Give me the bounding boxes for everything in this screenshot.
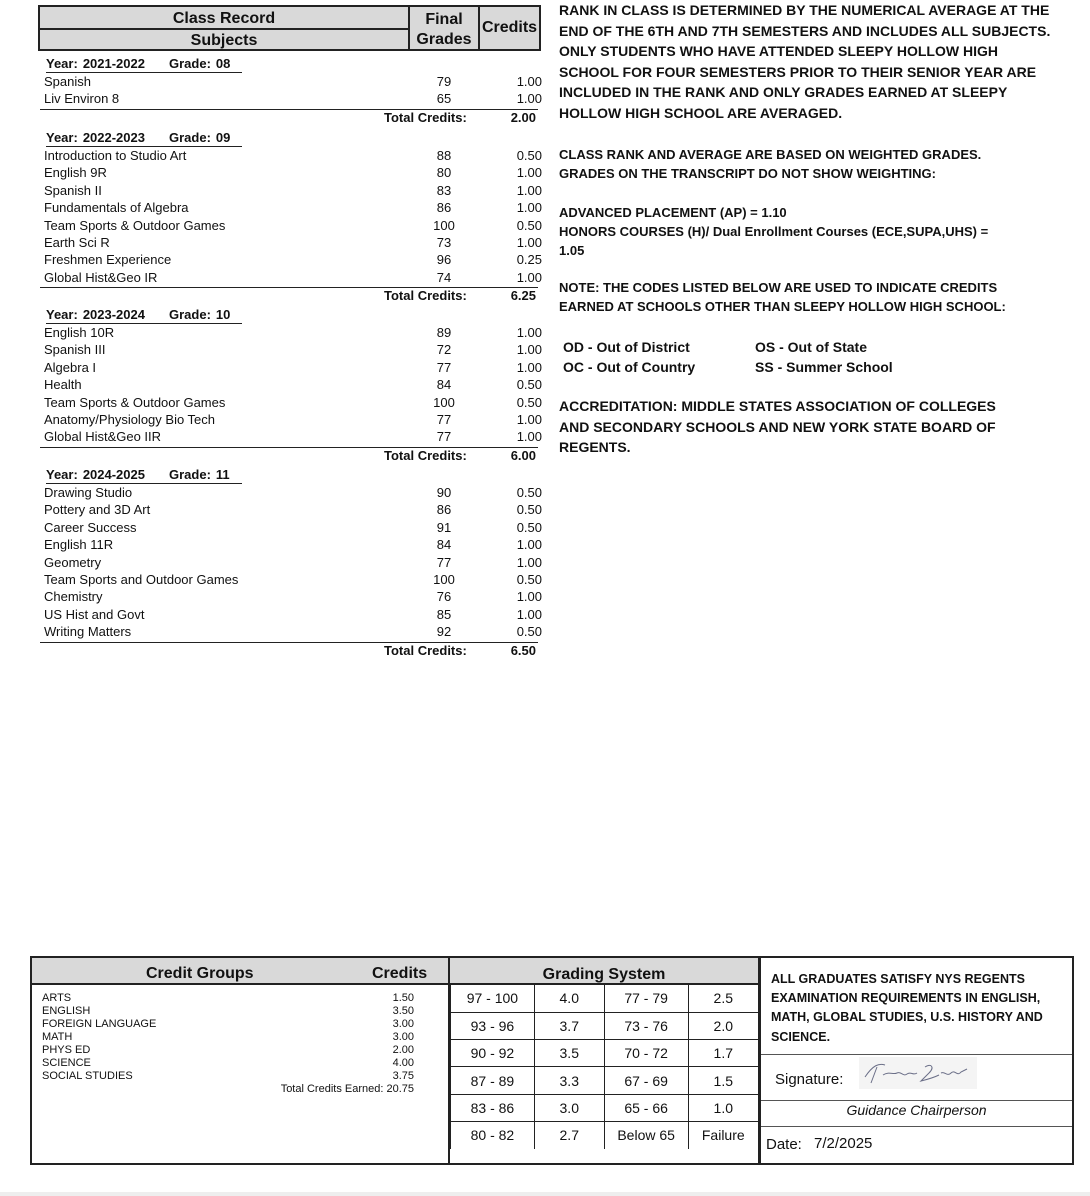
grade-point-cell: 3.7 [534,1012,604,1039]
total-credits-earned [268,1083,414,1095]
grade-point-cell: 3.3 [534,1067,604,1094]
grade-point-cell: 2.5 [688,985,758,1012]
course-credits: 1.00 [516,74,542,89]
course-grade: 76 [436,589,452,605]
credit-groups-header [32,958,448,985]
course-grade: 72 [436,342,452,358]
final-grades-header-text: Final Grades [416,11,472,48]
credit-group-row [42,992,414,1005]
grade-level [169,467,230,482]
grading-system-table [450,985,758,1149]
grade-point-cell: 3.0 [534,1094,604,1121]
signature-label: Signature: [775,1071,844,1088]
subjects-header: Subjects [190,32,258,49]
regents-note: ALL GRADUATES SATISFY NYS REGENTS EXAMINATION REQUIREMENTS IN ENGLISH, MATH, GLOBAL STUDIES, U.S. HISTORY AND SCIENCE. [771,972,1043,1044]
course-row [44,589,542,606]
course-subject: Spanish II [44,182,102,198]
score-range-cell: 80 - 82 [451,1121,535,1148]
grade-level [169,130,230,145]
course-row [44,572,542,589]
grade-point-cell: Failure [688,1121,758,1148]
grading-row [451,1121,759,1148]
course-credits: 1.00 [516,554,542,570]
course-row [44,485,542,502]
credit-groups-credits-header: Credits [372,965,428,982]
year-label: Year: [46,56,78,71]
year-value: 2023-2024 [82,307,145,322]
course-subject: Global Hist&Geo IR [44,269,158,285]
course-credits: 0.50 [516,148,542,163]
course-grade: 86 [436,200,452,216]
course-grade: 90 [436,485,452,500]
course-credits: 1.00 [516,200,542,216]
grade-label: Grade: [169,467,211,482]
grading-system-panel [450,956,760,1165]
year-header [46,467,242,484]
total-credits-label: Total Credits: [384,288,467,304]
course-row [44,554,542,572]
year-label: Year: [46,130,78,145]
course-row [44,325,542,342]
course-row [44,537,542,554]
grade-point-cell: 2.0 [688,1012,758,1039]
code-ss: SS - Summer School [755,359,893,375]
course-subject: Global Hist&Geo IIR [44,429,162,445]
credits-header: Credits [481,19,538,36]
course-credits: 1.00 [516,165,542,181]
total-credits-earned-value: 20.75 [386,1083,414,1095]
class-record-header-row [38,5,541,51]
course-row [44,412,542,429]
course-subject: Career Success [44,519,137,535]
course-credits: 1.00 [516,359,542,375]
course-subject: Geometry [44,554,102,570]
total-credits-label: Total Credits: [384,109,467,125]
total-credits-row [38,288,538,305]
course-row [44,624,542,641]
codes-intro-note: NOTE: THE CODES LISTED BELOW ARE USED TO INDICATE CREDITS EARNED AT SCHOOLS OTHER THAN SLEEPY HOLLOW HIGH SCHOOL: [559,280,1006,314]
course-grade: 65 [436,91,452,107]
course-credits: 1.00 [516,269,542,285]
course-subject: Spanish [44,74,91,89]
course-grade: 77 [436,412,452,427]
course-subject: Chemistry [44,589,103,605]
course-subject: Pottery and 3D Art [44,502,151,518]
course-subject: Algebra I [44,359,97,375]
score-range-cell: 87 - 89 [451,1067,535,1094]
grading-row [451,1067,759,1094]
course-subject: English 9R [44,165,107,181]
divider [761,1100,1072,1101]
credit-group-name: MATH [42,1031,73,1043]
grade-level [169,307,230,322]
credit-group-name: SOCIAL STUDIES [42,1070,133,1082]
course-credits: 1.00 [516,235,542,250]
score-range-cell: 70 - 72 [604,1040,688,1067]
code-oc: OC - Out of Country [563,359,696,375]
course-subject: English 10R [44,325,115,340]
course-credits: 1.00 [516,182,542,198]
course-grade: 77 [436,429,452,445]
total-credits-label: Total Credits: [384,642,467,658]
credit-group-credits: 3.00 [392,1031,414,1043]
course-subject: Liv Environ 8 [44,91,120,107]
course-subject: Earth Sci R [44,235,110,250]
course-grade: 84 [436,377,452,393]
course-row [44,502,542,519]
course-credits: 1.00 [516,91,542,107]
course-row [44,519,542,537]
score-range-cell: 83 - 86 [451,1094,535,1121]
header-divider [40,28,408,30]
course-grade: 80 [436,165,452,181]
course-subject: US Hist and Govt [44,606,145,622]
course-credits: 1.00 [516,342,542,358]
total-credits-value: 6.50 [510,642,536,658]
score-range-cell: 77 - 79 [604,985,688,1012]
credit-groups-title: Credit Groups [146,965,254,982]
code-os: OS - Out of State [755,339,867,355]
grading-system-title: Grading System [450,958,758,985]
course-row [44,252,542,269]
course-credits: 0.50 [516,217,542,233]
course-row [44,394,542,412]
divider [761,1054,1072,1055]
total-credits-value: 2.00 [510,109,536,125]
credit-group-credits: 4.00 [392,1057,414,1069]
course-credits: 1.00 [516,325,542,340]
total-credits-value: 6.25 [510,288,536,304]
class-record-header [38,5,541,51]
credit-group-name: SCIENCE [42,1057,91,1069]
total-credits-earned-label: Total Credits Earned: [280,1083,384,1095]
course-grade: 88 [436,148,452,163]
credit-group-credits: 3.00 [392,1018,414,1030]
year-header [46,56,242,73]
course-grade: 77 [436,359,452,375]
page-bottom-edge [0,1192,1090,1196]
year-label: Year: [46,307,78,322]
credit-group-credits: 3.75 [392,1070,414,1082]
course-subject: Fundamentals of Algebra [44,200,189,216]
total-credits-row [38,110,538,127]
course-credits: 1.00 [516,537,542,553]
course-credits: 1.00 [516,429,542,445]
score-range-cell: 73 - 76 [604,1012,688,1039]
total-credits-row [38,643,538,660]
course-credits: 1.00 [516,589,542,605]
course-row [44,377,542,394]
course-credits: 0.50 [516,394,542,410]
guidance-chairperson-label: Guidance Chairperson [846,1102,987,1118]
course-credits: 0.25 [516,252,542,268]
course-row [44,429,542,446]
course-credits: 1.00 [516,412,542,427]
course-grade: 73 [436,235,452,250]
date-value: 7/2/2025 [814,1135,873,1152]
class-record-title: Class Record [172,10,276,27]
final-grades-header [410,7,480,49]
course-grade: 100 [433,572,455,587]
course-grade: 86 [436,502,452,518]
honors-note: HONORS COURSES (H)/ Dual Enrollment Courses (ECE,SUPA,UHS) = 1.05 [559,224,989,258]
grade-label: Grade: [169,130,211,145]
year-value: 2024-2025 [82,467,145,482]
grading-row [451,1094,759,1121]
total-credits-row [38,448,538,465]
grade-point-cell: 3.5 [534,1040,604,1067]
course-row [44,235,542,252]
score-range-cell: 93 - 96 [451,1012,535,1039]
course-grade: 84 [436,537,452,553]
course-subject: English 11R [44,537,114,553]
year-header [46,307,242,324]
year-value: 2021-2022 [82,56,145,71]
credit-group-row [42,1044,414,1057]
credit-group-row [42,1057,414,1070]
weighted-note: CLASS RANK AND AVERAGE ARE BASED ON WEIGHTED GRADES. GRADES ON THE TRANSCRIPT DO NOT SHOW WEIGHTING: [559,147,982,181]
course-grade: 100 [433,394,455,410]
course-grade: 77 [436,554,452,570]
credit-group-name: ARTS [42,992,72,1004]
year-header [46,130,242,147]
course-grade: 96 [436,252,452,268]
course-credits: 0.50 [516,624,542,640]
course-row [44,359,542,377]
course-row [44,91,542,108]
credit-group-row [42,1005,414,1018]
grade-value: 11 [215,467,230,482]
course-row [44,165,542,182]
course-grade: 74 [436,269,452,285]
course-grade: 83 [436,182,452,198]
course-subject: Health [44,377,82,393]
grade-value: 09 [215,130,231,145]
divider [761,1126,1072,1127]
grade-value: 08 [215,56,231,71]
course-credits: 0.50 [516,377,542,393]
credit-group-name: ENGLISH [42,1005,91,1017]
credit-group-credits: 2.00 [392,1044,414,1056]
course-grade: 100 [433,217,455,233]
course-subject: Team Sports & Outdoor Games [44,394,226,410]
course-subject: Team Sports & Outdoor Games [44,217,226,233]
course-grade: 91 [436,519,452,535]
credit-group-row [42,1031,414,1044]
grade-point-cell: 1.0 [688,1094,758,1121]
grade-point-cell: 1.5 [688,1067,758,1094]
course-credits: 1.00 [516,606,542,622]
course-subject: Freshmen Experience [44,252,172,268]
year-value: 2022-2023 [82,130,145,145]
course-subject: Drawing Studio [44,485,133,500]
course-row [44,200,542,217]
grading-row [451,985,759,1012]
course-subject: Writing Matters [44,624,132,640]
score-range-cell: 65 - 66 [604,1094,688,1121]
course-row [44,74,542,91]
course-row [44,269,542,287]
course-grade: 79 [436,74,452,89]
course-subject: Introduction to Studio Art [44,148,187,163]
score-range-cell: 67 - 69 [604,1067,688,1094]
accreditation-note: ACCREDITATION: MIDDLE STATES ASSOCIATION OF COLLEGES AND SECONDARY SCHOOLS AND NEW YORK STATE BOARD OF REGENTS. [559,398,996,456]
ap-note: ADVANCED PLACEMENT (AP) = 1.10 [559,205,787,220]
subjects-column-header [40,7,410,49]
credit-groups-panel [30,956,450,1165]
total-credits-label: Total Credits: [384,447,467,463]
course-row [44,606,542,624]
grade-point-cell: 4.0 [534,985,604,1012]
credit-group-row [42,1018,414,1031]
course-row [44,217,542,235]
course-subject: Team Sports and Outdoor Games [44,572,239,587]
total-credits-value: 6.00 [510,447,536,463]
score-range-cell: 97 - 100 [451,985,535,1012]
grade-point-cell: 1.7 [688,1040,758,1067]
course-credits: 0.50 [516,502,542,518]
course-row [44,342,542,359]
score-range-cell: Below 65 [604,1121,688,1148]
course-grade: 89 [436,325,452,340]
grade-label: Grade: [169,56,211,71]
course-subject: Anatomy/Physiology Bio Tech [44,412,216,427]
rank-note: RANK IN CLASS IS DETERMINED BY THE NUMERICAL AVERAGE AT THE END OF THE 6TH AND 7TH SEMESTERS AND INCLUDES ALL SUBJECTS. ONLY STUDENTS WHO HAVE ATTENDED SLEEPY HOLLOW HIGH SCHOOL FOR FOUR SEMESTERS PRIOR TO THEIR SENIOR YEAR ARE INCLUDED IN THE RANK AND ONLY GRADES EARNED AT SLEEPY HOLLOW HIGH SCHOOL ARE AVERAGED. [559,2,1051,121]
course-subject: Spanish III [44,342,106,358]
credit-group-credits: 1.50 [392,992,414,1004]
grading-row [451,1040,759,1067]
course-grade: 85 [436,606,452,622]
score-range-cell: 90 - 92 [451,1040,535,1067]
date-label: Date: [766,1136,802,1153]
course-row [44,182,542,200]
grade-label: Grade: [169,307,211,322]
course-row [44,148,542,165]
course-grade: 92 [436,624,452,640]
credit-group-name: FOREIGN LANGUAGE [42,1018,157,1030]
credit-group-row [42,1070,414,1083]
handwritten-signature [859,1057,977,1089]
course-credits: 0.50 [516,519,542,535]
code-od: OD - Out of District [563,339,690,355]
course-credits: 0.50 [516,485,542,500]
credit-group-credits: 3.50 [392,1005,414,1017]
year-label: Year: [46,467,78,482]
course-credits: 0.50 [516,572,542,587]
grading-row [451,1012,759,1039]
signature-panel [760,956,1074,1165]
grade-point-cell: 2.7 [534,1121,604,1148]
grade-value: 10 [215,307,231,322]
grade-level [169,56,230,71]
credit-group-name: PHYS ED [42,1044,91,1056]
